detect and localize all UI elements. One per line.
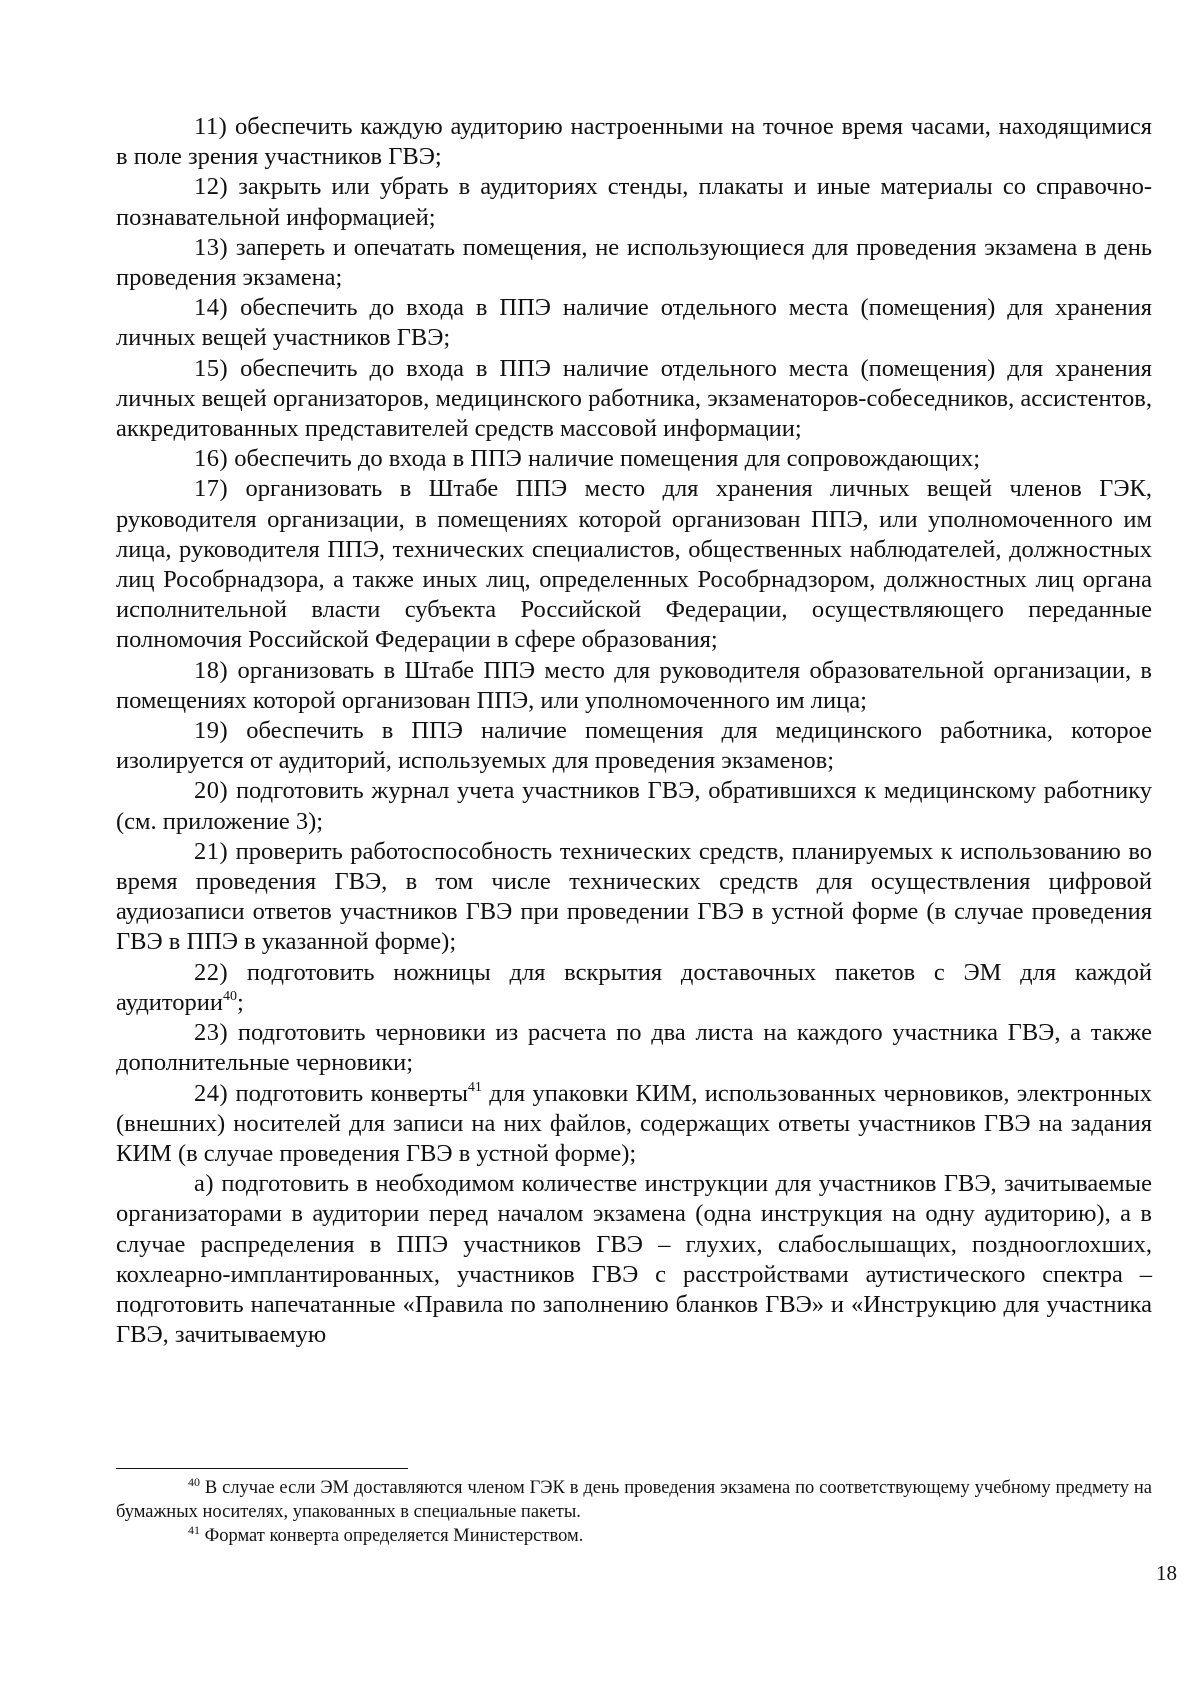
item-text-after-ref: для упаковки КИМ, использованных черновиков, электронных (внешних) носителей для записи на них файлов, содержащих ответы участников ГВЭ на задания КИМ (в случае проведения ГВЭ в устной форме); [116, 1079, 1152, 1167]
item-text: подготовить журнал учета участников ГВЭ, обратившихся к медицинскому работнику (см. приложение 3); [116, 777, 1152, 835]
footnote-40 [116, 1476, 1152, 1524]
list-item-24 [116, 1079, 1152, 1170]
list-item-11 [116, 112, 1152, 172]
main-text [116, 112, 1152, 1350]
item-number: 19) [194, 717, 229, 745]
item-text: обеспечить до входа в ППЭ наличие отдельного места (помещения) для хранения личных вещей организаторов, медицинского работника, экзаменаторов-собеседников, ассистентов, аккредитованных представителей средств массовой информации; [116, 354, 1152, 443]
item-number: а) [194, 1170, 215, 1198]
list-item-21 [116, 837, 1152, 958]
item-text: запереть и опечатать помещения, не использующиеся для проведения экзамена в день проведения экзамена; [116, 233, 1152, 292]
list-item-19 [116, 716, 1152, 776]
footnote-ref-40[interactable]: 40 [223, 988, 238, 1004]
item-text: закрыть или убрать в аудиториях стенды, плакаты и иные материалы со справочно-познавательной информацией; [116, 173, 1152, 231]
item-number: 21) [194, 837, 229, 865]
item-number: 23) [194, 1019, 229, 1047]
footnote-mark: 40 [188, 1475, 200, 1489]
list-item-16 [116, 444, 1152, 474]
list-item-18 [116, 656, 1152, 716]
list-item-14 [116, 293, 1152, 353]
item-text: подготовить черновики из расчета по два листа на каждого участника ГВЭ, а также дополнительные черновики; [116, 1019, 1152, 1077]
item-text: проверить работоспособность технических средств, планируемых к использованию во время проведения ГВЭ, в том числе технических средств для осуществления цифровой аудиозаписи ответов участников ГВЭ при проведении ГВЭ в устной форме (в случае проведения ГВЭ в ППЭ в указанной форме); [116, 837, 1152, 956]
footnote-41 [116, 1524, 1152, 1548]
item-text: организовать в Штабе ППЭ место для хранения личных вещей членов ГЭК, руководителя организации, в помещениях которой организован ППЭ, или уполномоченного им лица, руководителя ППЭ, технических специалистов, общественных наблюдателей, должностных лиц Рособрнадзора, а также иных лиц, определенных Рособрнадзором, должностных лиц органа исполнительной власти субъекта Российской Федерации, осуществляющего переданные полномочия Российской Федерации в сфере образования; [116, 475, 1152, 654]
list-item-23 [116, 1018, 1152, 1078]
item-number: 12) [194, 173, 229, 201]
item-text: организовать в Штабе ППЭ место для руководителя образовательной организации, в помещениях которой организован ППЭ, или уполномоченного им лица; [116, 656, 1152, 714]
item-text: подготовить ножницы для вскрытия доставочных пакетов с ЭМ для каждой аудитории [116, 958, 1152, 1016]
item-number: 11) [194, 113, 228, 140]
item-number: 20) [194, 777, 229, 805]
list-item-20 [116, 776, 1152, 836]
item-text: подготовить конверты [228, 1079, 468, 1107]
list-item-12 [116, 172, 1152, 232]
list-item-17 [116, 474, 1152, 655]
item-number: 16) [194, 445, 229, 473]
item-number: 18) [194, 656, 229, 684]
footnotes [116, 1476, 1152, 1548]
list-item-13 [116, 233, 1152, 293]
footnote-separator [116, 1468, 408, 1469]
item-number: 14) [194, 294, 229, 322]
item-text: подготовить в необходимом количестве инструкции для участников ГВЭ, зачитываемые организаторами в аудитории перед началом экзамена (одна инструкция на одну аудиторию), а в случае распределения в ППЭ участников ГВЭ – глухих, слабослышащих, позднооглохших, кохлеарно-имплантированных, участников ГВЭ с расстройствами аутистического спектра – подготовить напечатанные «Правила по заполнению бланков ГВЭ» и «Инструкцию для участника ГВЭ, зачитываемую [116, 1170, 1152, 1349]
footnote-mark: 41 [188, 1523, 200, 1537]
list-item-22 [116, 958, 1152, 1018]
footnote-text: Формат конверта определяется Министерством. [200, 1526, 584, 1546]
footnote-text: В случае если ЭМ доставляются членом ГЭК в день проведения экзамена по соответствующему учебному предмету на бумажных носителях, упакованных в специальные пакеты. [116, 1478, 1152, 1522]
item-text: обеспечить каждую аудиторию настроенными на точное время часами, находящимися в поле зрения участников ГВЭ; [116, 113, 1152, 171]
item-number: 22) [194, 958, 229, 986]
item-text: обеспечить до входа в ППЭ наличие отдельного места (помещения) для хранения личных вещей участников ГВЭ; [116, 294, 1152, 352]
item-number: 17) [194, 475, 229, 503]
item-number: 15) [194, 354, 229, 382]
item-text: обеспечить в ППЭ наличие помещения для медицинского работника, которое изолируется от аудиторий, используемых для проведения экзаменов; [116, 717, 1152, 775]
item-number: 13) [194, 233, 229, 261]
item-number: 24) [194, 1079, 229, 1107]
item-text: обеспечить до входа в ППЭ наличие помещения для сопровождающих; [228, 445, 981, 473]
item-text-after-ref: ; [237, 988, 244, 1016]
list-item-a [116, 1169, 1152, 1350]
page-number: 18 [1156, 1561, 1177, 1585]
list-item-15 [116, 354, 1152, 445]
footnote-ref-41[interactable]: 41 [467, 1079, 482, 1095]
